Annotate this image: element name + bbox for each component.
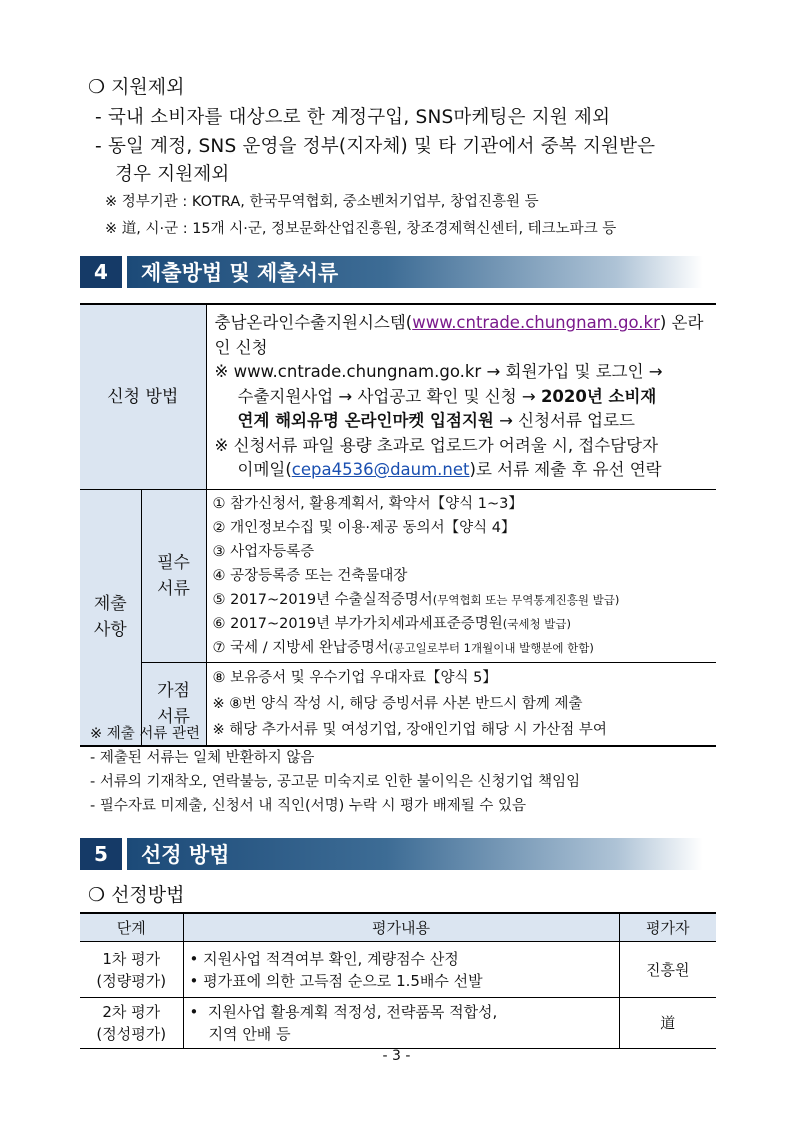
exclusion-item: 경우 지원제외 (115, 164, 230, 185)
column-header: 평가내용 (183, 913, 619, 942)
bonus-docs-label: 가점 서류 (141, 662, 206, 746)
table-row (80, 942, 716, 998)
submission-label: 제출 사항 (80, 489, 141, 746)
section-4-header (80, 256, 703, 288)
content-cell: • 지원사업 활용계획 적정성, 전략품목 적합성, 지역 안배 등 (183, 998, 619, 1049)
list-item: ⑤ 2017~2019년 수출실적증명서(무역협회 또는 무역통계진흥원 발급) (212, 591, 620, 608)
submission-note: - 제출된 서류는 일체 반환하지 않음 (90, 750, 315, 766)
email-link[interactable]: cepa4536@daum.net (291, 460, 470, 479)
apply-method-label: 신청 방법 (80, 304, 206, 489)
list-item: ③ 사업자등록증 (212, 543, 315, 560)
bonus-docs-list (206, 662, 716, 746)
section-number: 4 (80, 256, 122, 288)
evaluator-cell: 道 (619, 998, 716, 1049)
stage-cell: 1차 평가 (정량평가) (80, 942, 183, 998)
submission-table (80, 303, 716, 747)
list-item: ※ ⑧번 양식 작성 시, 해당 증빙서류 사본 반드시 함께 제출 (212, 695, 583, 712)
list-item: ※ 해당 추가서류 및 여성기업, 장애인기업 해당 시 가산점 부여 (212, 721, 607, 738)
selection-heading: ❍ 선정방법 (88, 884, 185, 906)
exclusion-note: ※ 道, 시·군 : 15개 시·군, 정보문화산업진흥원, 창조경제혁신센터, 테크노파크 등 (105, 221, 617, 237)
table-row (80, 998, 716, 1049)
list-item: ② 개인정보수집 및 이용·제공 동의서【양식 4】 (212, 519, 516, 536)
exclusion-heading: ❍ 지원제외 (88, 76, 185, 98)
list-item: ⑧ 보유증서 및 우수기업 우대자료【양식 5】 (212, 669, 497, 686)
list-item: ⑥ 2017~2019년 부가가치세과세표준증명원(국세청 발급) (212, 615, 571, 632)
column-header: 단계 (80, 913, 183, 942)
section-number: 5 (80, 838, 122, 870)
selection-table (80, 912, 716, 1049)
required-docs-label: 필수 서류 (141, 489, 206, 662)
section-5-header (80, 838, 703, 870)
submission-note: - 서류의 기재착오, 연락불능, 공고문 미숙지로 인한 불이익은 신청기업 책임임 (90, 774, 581, 790)
required-docs-list (206, 489, 716, 662)
exclusion-note: ※ 정부기관 : KOTRA, 한국무역협회, 중소벤처기업부, 창업진흥원 등 (105, 194, 539, 210)
section-title: 선정 방법 (127, 838, 703, 870)
exclusion-item: - 국내 소비자를 대상으로 한 계정구입, SNS마케팅은 지원 제외 (95, 107, 611, 128)
list-item: ④ 공장등록증 또는 건축물대장 (212, 567, 408, 584)
stage-cell: 2차 평가 (정성평가) (80, 998, 183, 1049)
evaluator-cell: 진흥원 (619, 942, 716, 998)
submission-note: ※ 제출 서류 관련 (90, 726, 201, 742)
submission-note: - 필수자료 미제출, 신청서 내 직인(서명) 누락 시 평가 배제될 수 있음 (90, 798, 527, 814)
page-number: - 3 - (382, 1048, 411, 1064)
exclusion-item: - 동일 계정, SNS 운영을 정부(지자체) 및 타 기관에서 중복 지원받은 (95, 136, 656, 157)
content-cell: • 지원사업 적격여부 확인, 계량점수 산정 • 평가표에 의한 고득점 순으로 1.5배수 선발 (183, 942, 619, 998)
section-title: 제출방법 및 제출서류 (127, 256, 703, 288)
apply-method-content: 충남온라인수출지원시스템(www.cntrade.chungnam.go.kr) 온라인 신청 ※ www.cntrade.chungnam.go.kr → 회원가입 및 로그인 → 수출지원사업 → 사업공고 확인 및 신청 → 2020년 소비재 연계 해외유명 온라인마켓 입점지원 → 신청서류 업로드 ※ 신청서류 파일 용량 초과로 업로드가 어려울 시, 접수담당자 이메일(cepa4536@daum.net)로 서류 제출 후 유선 연락 (206, 304, 716, 489)
column-header: 평가자 (619, 913, 716, 942)
list-item: ① 참가신청서, 활용계획서, 확약서【양식 1~3】 (212, 495, 523, 512)
list-item: ⑦ 국세 / 지방세 완납증명서(공고일로부터 1개월이내 발행분에 한함) (212, 639, 594, 656)
system-link[interactable]: www.cntrade.chungnam.go.kr (412, 313, 660, 332)
